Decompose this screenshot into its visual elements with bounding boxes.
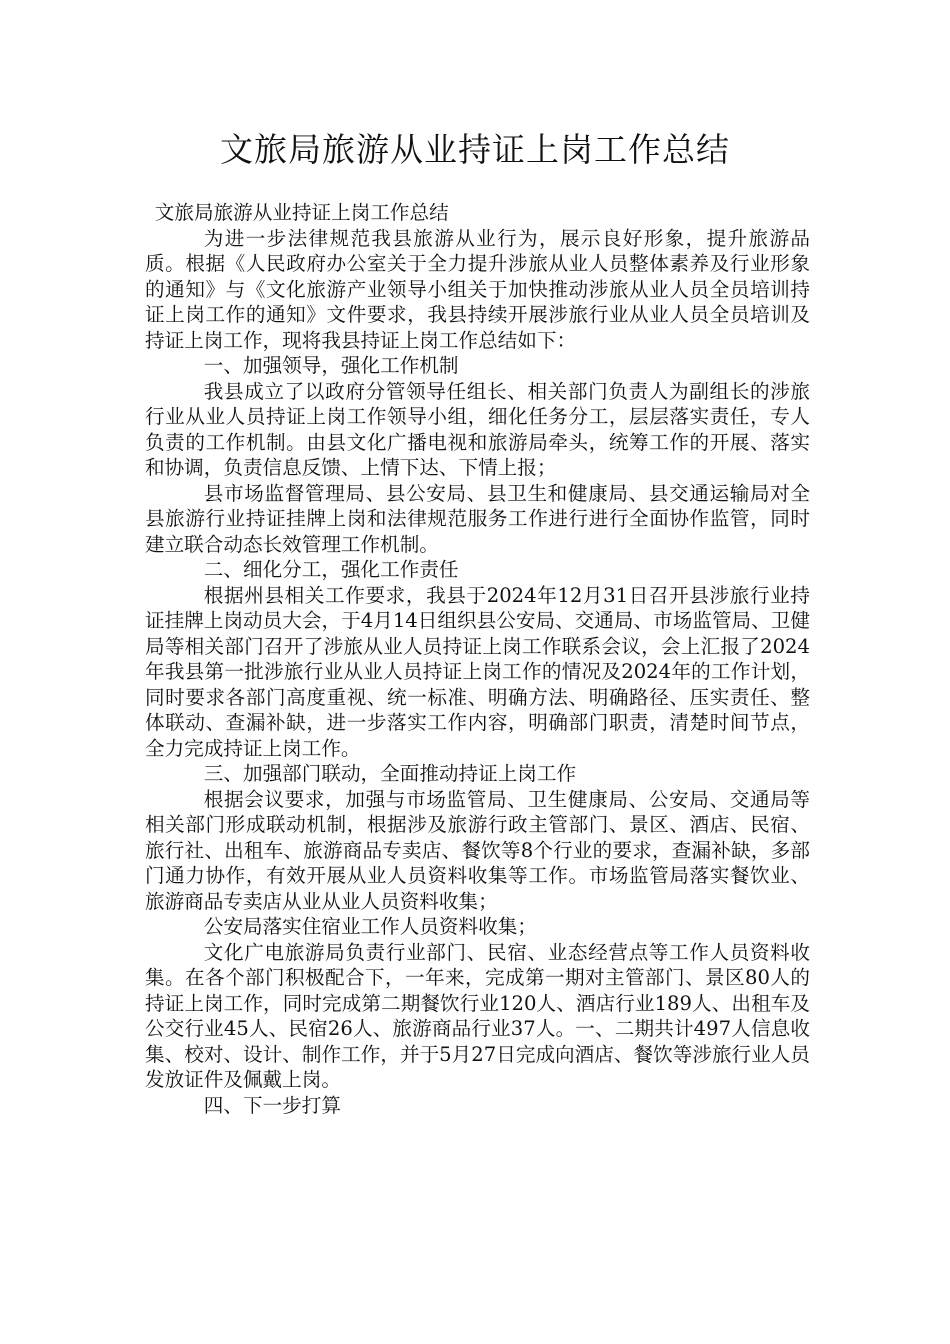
- paragraph-supervision: 县市场监督管理局、县公安局、县卫生和健康局、县交通运输局对全县旅游行业持证挂牌上岗和法律规范服务工作进行进行全面协作监管，同时建立联合动态长效管理工作机制。: [145, 481, 810, 556]
- section-heading-3: 三、加强部门联动，全面推动持证上岗工作: [203, 762, 577, 785]
- paragraph-intro: 为进一步法律规范我县旅游从业行为，展示良好形象，提升旅游品质。根据《人民政府办公室关于全力提升涉旅从业人员整体素养及行业形象的通知》与《文化旅游产业领导小组关于加快推动涉旅从业人员全员培训持证上岗工作的通知》文件要求，我县持续开展涉旅行业从业人员全员培训及持证上岗工作，现将我县持证上岗工作总结如下：: [145, 226, 810, 352]
- paragraph-linkage: 根据会议要求，加强与市场监管局、卫生健康局、公安局、交通局等相关部门形成联动机制，根据涉及旅游行政主管部门、景区、酒店、民宿、旅行社、出租车、旅游商品专卖店、餐饮等8个行业的要求，查漏补缺，多部门通力协作，有效开展从业人员资料收集等工作。市场监管局落实餐饮业、旅游商品专卖店从业从业人员资料收集；: [145, 787, 810, 913]
- section-heading-1: 一、加强领导，强化工作机制: [203, 354, 459, 377]
- document-title: 文旅局旅游从业持证上岗工作总结: [220, 130, 730, 169]
- paragraph-culture-bureau: 文化广电旅游局负责行业部门、民宿、业态经营点等工作人员资料收集。在各个部门积极配合下，一年来，完成第一期对主管部门、景区80人的持证上岗工作，同时完成第二期餐饮行业120人、酒店行业189人、出租车及公交行业45人、民宿26人、旅游商品行业37人。一、二期共计497人信息收集、校对、设计、制作工作，并于5月27日完成向酒店、餐饮等涉旅行业人员发放证件及佩戴上岗。: [145, 940, 810, 1091]
- paragraph-police: 公安局落实住宿业工作人员资料收集；: [203, 915, 537, 938]
- paragraph-division: 根据州县相关工作要求，我县于2024年12月31日召开县涉旅行业持证挂牌上岗动员大会，于4月14日组织县公安局、交通局、市场监管局、卫健局等相关部门召开了涉旅从业人员持证上岗工作联系会议，会上汇报了2024年我县第一批涉旅行业从业人员持证上岗工作的情况及2024年的工作计划，同时要求各部门高度重视、统一标准、明确方法、明确路径、压实责任、整体联动、查漏补缺，进一步落实工作内容，明确部门职责，清楚时间节点，全力完成持证上岗工作。: [145, 583, 810, 760]
- document-body: [145, 200, 810, 1118]
- section-heading-4: 四、下一步打算: [203, 1093, 341, 1117]
- section-heading-2: 二、细化分工，强化工作责任: [203, 558, 459, 581]
- document-subtitle: 文旅局旅游从业持证上岗工作总结: [154, 201, 449, 224]
- paragraph-leadership: 我县成立了以政府分管领导任组长、相关部门负责人为副组长的涉旅行业从业人员持证上岗工作领导小组，细化任务分工，层层落实责任，专人负责的工作机制。由县文化广播电视和旅游局牵头，统筹工作的开展、落实和协调，负责信息反馈、上情下达、下情上报；: [145, 379, 810, 479]
